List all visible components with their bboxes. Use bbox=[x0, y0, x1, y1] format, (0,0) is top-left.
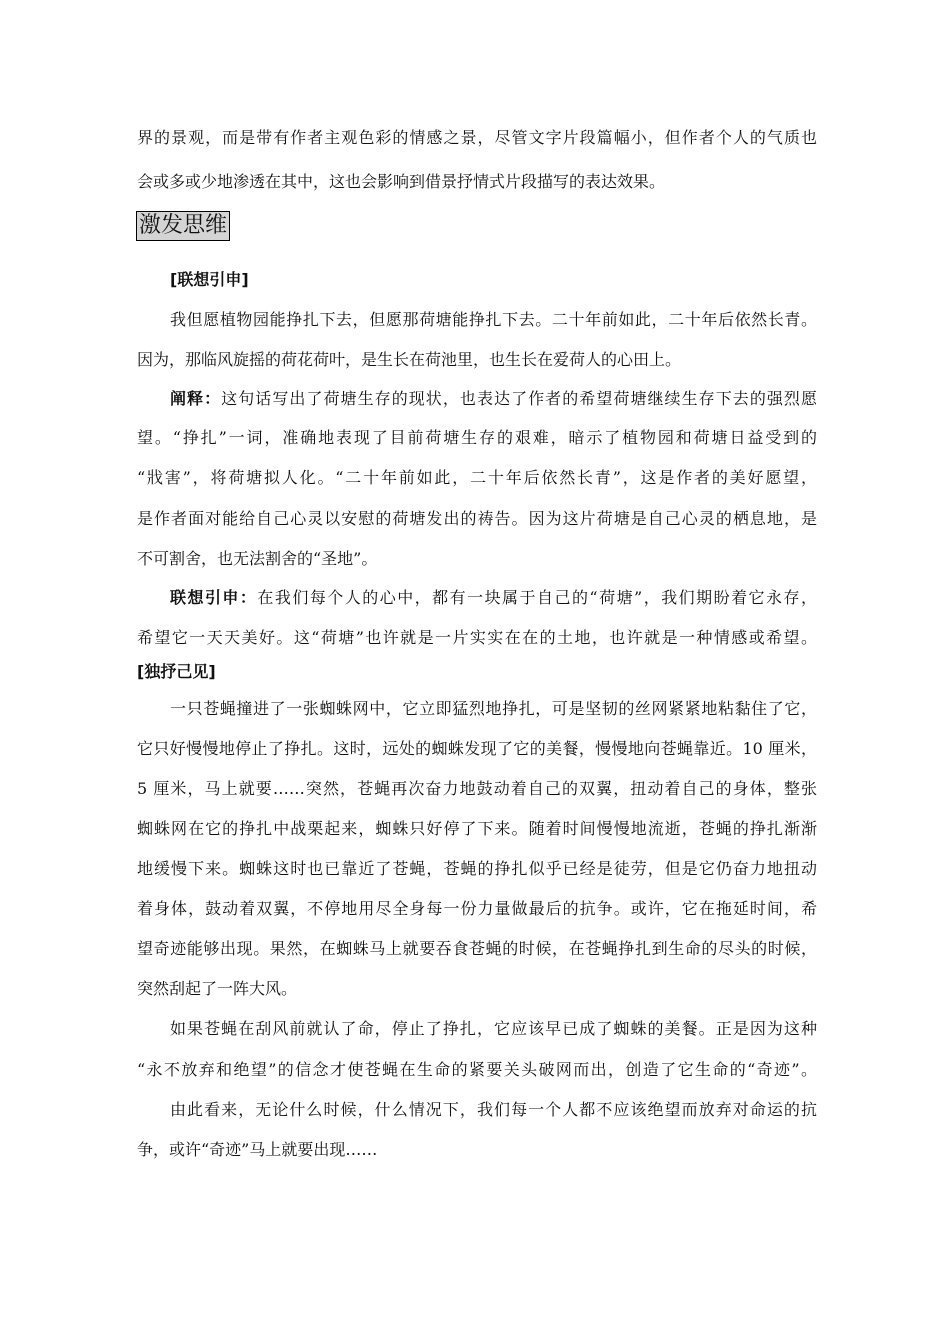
extension-label: 联想引申： bbox=[170, 588, 258, 607]
paragraph-line: 争，或许“奇迹”马上就要出现…… bbox=[137, 1140, 378, 1159]
explanation-label: 阐释： bbox=[170, 389, 222, 408]
extension-text: 在我们每个人的心中，都有一块属于自己的“荷塘”，我们期盼着它永存， bbox=[257, 588, 817, 607]
paragraph-line: 地缓慢下来。蜘蛛这时也已靠近了苍蝇，苍蝇的挣扎似乎已经是徒劳，但是它仍奋力地扭动 bbox=[137, 859, 817, 878]
extension-line bbox=[170, 586, 817, 610]
paragraph-line: 如果苍蝇在刮风前就认了命，停止了挣扎，它应该早已成了蜘蛛的美餐。正是因为这种 bbox=[170, 1019, 817, 1038]
quote-line: 我但愿植物园能挣扎下去，但愿那荷塘能挣扎下去。二十年前如此，二十年后依然长青。 bbox=[170, 310, 817, 329]
explanation-line: 望。“挣扎”一词，准确地表现了目前荷塘生存的艰难，暗示了植物园和荷塘日益受到的 bbox=[137, 428, 817, 447]
intro-line: 界的景观，而是带有作者主观色彩的情感之景，尽管文字片段篇幅小，但作者个人的气质也 bbox=[137, 128, 817, 147]
paragraph-line: 由此看来，无论什么时候，什么情况下，我们每一个人都不应该绝望而放弃对命运的抗 bbox=[170, 1100, 817, 1119]
paragraph-line: 突然刮起了一阵大风。 bbox=[137, 979, 298, 998]
explanation-line: 是作者面对能给自己心灵以安慰的荷塘发出的祷告。因为这片荷塘是自己心灵的栖息地，是 bbox=[137, 509, 817, 528]
explanation-text: 这句话写出了荷塘生存的现状，也表达了作者的希望荷塘继续生存下去的强烈愿 bbox=[221, 389, 817, 408]
paragraph-line: 着身体，鼓动着双翼，不停地用尽全身每一份力量做最后的抗争。或许，它在拖延时间，希 bbox=[137, 899, 817, 918]
explanation-line bbox=[170, 387, 817, 411]
paragraph-line: “永不放弃和绝望”的信念才使苍蝇在生命的紧要关头破网而出，创造了它生命的“奇迹”。 bbox=[137, 1060, 817, 1079]
explanation-line: “戕害”，将荷塘拟人化。“二十年前如此，二十年后依然长青”，这是作者的美好愿望， bbox=[137, 468, 817, 487]
section-title: 激发思维 bbox=[136, 211, 230, 241]
paragraph-line: 蜘蛛网在它的挣扎中战栗起来，蜘蛛只好停了下来。随着时间慢慢地流逝，苍蝇的挣扎渐渐 bbox=[137, 819, 817, 838]
subheading-dushu: [独抒己见] bbox=[137, 662, 216, 681]
paragraph-line: 它只好慢慢地停止了挣扎。这时，远处的蜘蛛发现了它的美餐，慢慢地向苍蝇靠近。10 厘米， bbox=[137, 739, 817, 758]
quote-line: 因为，那临风旋摇的荷花荷叶，是生长在荷池里，也生长在爱荷人的心田上。 bbox=[137, 350, 682, 369]
extension-line: 希望它一天天美好。这“荷塘”也许就是一片实实在在的土地，也许就是一种情感或希望。 bbox=[137, 628, 817, 647]
paragraph-line: 一只苍蝇撞进了一张蜘蛛网中，它立即猛烈地挣扎，可是坚韧的丝网紧紧地粘黏住了它， bbox=[170, 699, 817, 718]
paragraph-line: 望奇迹能够出现。果然，在蜘蛛马上就要吞食苍蝇的时候，在苍蝇挣扎到生命的尽头的时候， bbox=[137, 939, 817, 958]
subheading-lianxiang: [联想引申] bbox=[170, 270, 249, 289]
explanation-line: 不可割舍，也无法割舍的“圣地”。 bbox=[137, 549, 378, 568]
paragraph-line: 5 厘米，马上就要……突然，苍蝇再次奋力地鼓动着自己的双翼，扭动着自己的身体，整张 bbox=[137, 779, 817, 798]
intro-line: 会或多或少地渗透在其中，这也会影响到借景抒情式片段描写的表达效果。 bbox=[137, 172, 666, 191]
